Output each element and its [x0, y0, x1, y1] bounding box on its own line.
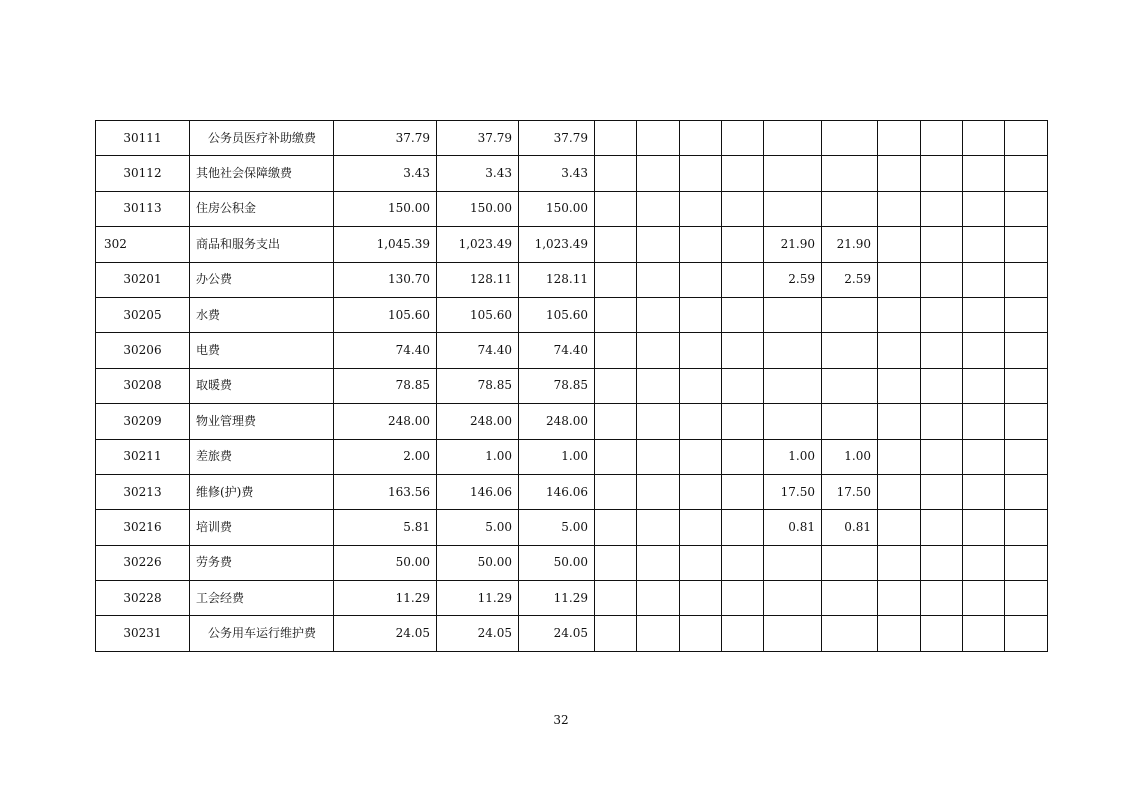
subject-code-cell: 30208	[96, 368, 190, 403]
amount-cell-total: 24.05	[334, 616, 437, 651]
amount-cell-c9	[822, 156, 878, 191]
table-row	[96, 156, 1048, 191]
amount-cell-c10	[878, 262, 921, 297]
amount-cell-c5	[637, 474, 680, 509]
amount-cell-c10	[878, 121, 921, 156]
amount-cell-c7	[722, 439, 764, 474]
subject-code-cell: 30113	[96, 191, 190, 226]
amount-cell-c9: 2.59	[822, 262, 878, 297]
amount-cell-c4	[595, 581, 637, 616]
amount-cell-c2: 146.06	[437, 474, 519, 509]
amount-cell-c4	[595, 333, 637, 368]
amount-cell-c3: 1,023.49	[519, 227, 595, 262]
amount-cell-c9	[822, 333, 878, 368]
table-row	[96, 297, 1048, 332]
amount-cell-c2: 150.00	[437, 191, 519, 226]
amount-cell-c4	[595, 297, 637, 332]
amount-cell-c10	[878, 404, 921, 439]
amount-cell-c12	[963, 616, 1005, 651]
amount-cell-c4	[595, 510, 637, 545]
amount-cell-c10	[878, 227, 921, 262]
amount-cell-c10	[878, 368, 921, 403]
amount-cell-c9	[822, 404, 878, 439]
subject-code-cell: 302	[96, 227, 190, 262]
amount-cell-c2: 1.00	[437, 439, 519, 474]
amount-cell-c2: 78.85	[437, 368, 519, 403]
amount-cell-c13	[1005, 616, 1048, 651]
subject-name-cell: 其他社会保障缴费	[190, 156, 334, 191]
amount-cell-c10	[878, 510, 921, 545]
table-row	[96, 439, 1048, 474]
amount-cell-c10	[878, 581, 921, 616]
amount-cell-c11	[921, 616, 963, 651]
amount-cell-c13	[1005, 191, 1048, 226]
amount-cell-c5	[637, 191, 680, 226]
amount-cell-c3: 105.60	[519, 297, 595, 332]
amount-cell-total: 78.85	[334, 368, 437, 403]
subject-code-cell: 30205	[96, 297, 190, 332]
amount-cell-c9	[822, 616, 878, 651]
amount-cell-c11	[921, 191, 963, 226]
amount-cell-c11	[921, 297, 963, 332]
amount-cell-c12	[963, 404, 1005, 439]
amount-cell-c6	[680, 297, 722, 332]
table-row	[96, 616, 1048, 651]
amount-cell-c10	[878, 333, 921, 368]
amount-cell-c4	[595, 262, 637, 297]
amount-cell-c12	[963, 545, 1005, 580]
amount-cell-c11	[921, 333, 963, 368]
amount-cell-c12	[963, 581, 1005, 616]
amount-cell-c4	[595, 368, 637, 403]
amount-cell-c9: 17.50	[822, 474, 878, 509]
amount-cell-c5	[637, 121, 680, 156]
amount-cell-c4	[595, 191, 637, 226]
table-row	[96, 510, 1048, 545]
subject-name-cell: 工会经费	[190, 581, 334, 616]
amount-cell-c10	[878, 156, 921, 191]
amount-cell-total: 5.81	[334, 510, 437, 545]
amount-cell-c5	[637, 404, 680, 439]
table-row	[96, 227, 1048, 262]
amount-cell-c5	[637, 439, 680, 474]
amount-cell-c6	[680, 404, 722, 439]
amount-cell-c11	[921, 227, 963, 262]
table-row	[96, 121, 1048, 156]
amount-cell-c7	[722, 121, 764, 156]
subject-name-cell: 水费	[190, 297, 334, 332]
amount-cell-c6	[680, 368, 722, 403]
table-row	[96, 545, 1048, 580]
amount-cell-c3: 78.85	[519, 368, 595, 403]
subject-name-cell: 维修(护)费	[190, 474, 334, 509]
subject-name-cell: 办公费	[190, 262, 334, 297]
amount-cell-c6	[680, 262, 722, 297]
amount-cell-c3: 74.40	[519, 333, 595, 368]
amount-cell-c3: 11.29	[519, 581, 595, 616]
amount-cell-c8	[764, 156, 822, 191]
amount-cell-c10	[878, 616, 921, 651]
amount-cell-total: 1,045.39	[334, 227, 437, 262]
amount-cell-total: 37.79	[334, 121, 437, 156]
amount-cell-c12	[963, 510, 1005, 545]
amount-cell-c5	[637, 581, 680, 616]
amount-cell-c6	[680, 545, 722, 580]
subject-name-cell: 差旅费	[190, 439, 334, 474]
subject-code-cell: 30216	[96, 510, 190, 545]
amount-cell-c12	[963, 368, 1005, 403]
amount-cell-c6	[680, 227, 722, 262]
amount-cell-c9	[822, 581, 878, 616]
subject-code-cell: 30111	[96, 121, 190, 156]
amount-cell-c11	[921, 545, 963, 580]
amount-cell-c5	[637, 227, 680, 262]
amount-cell-total: 3.43	[334, 156, 437, 191]
table-row	[96, 262, 1048, 297]
amount-cell-c11	[921, 439, 963, 474]
amount-cell-c13	[1005, 297, 1048, 332]
table-row	[96, 581, 1048, 616]
table-row	[96, 191, 1048, 226]
amount-cell-c5	[637, 545, 680, 580]
amount-cell-c11	[921, 474, 963, 509]
amount-cell-c4	[595, 227, 637, 262]
amount-cell-c8: 0.81	[764, 510, 822, 545]
amount-cell-c13	[1005, 474, 1048, 509]
amount-cell-c7	[722, 191, 764, 226]
subject-name-cell: 物业管理费	[190, 404, 334, 439]
amount-cell-c2: 50.00	[437, 545, 519, 580]
amount-cell-c10	[878, 191, 921, 226]
subject-code-cell: 30112	[96, 156, 190, 191]
amount-cell-c2: 5.00	[437, 510, 519, 545]
amount-cell-c9: 21.90	[822, 227, 878, 262]
amount-cell-c12	[963, 333, 1005, 368]
amount-cell-c6	[680, 616, 722, 651]
subject-code-cell: 30231	[96, 616, 190, 651]
amount-cell-c4	[595, 545, 637, 580]
amount-cell-c2: 105.60	[437, 297, 519, 332]
amount-cell-c5	[637, 333, 680, 368]
amount-cell-c12	[963, 439, 1005, 474]
amount-cell-total: 2.00	[334, 439, 437, 474]
amount-cell-c7	[722, 156, 764, 191]
amount-cell-c8	[764, 297, 822, 332]
amount-cell-c2: 128.11	[437, 262, 519, 297]
table-body	[96, 121, 1048, 652]
amount-cell-c6	[680, 333, 722, 368]
page-number: 32	[553, 713, 569, 727]
amount-cell-c3: 248.00	[519, 404, 595, 439]
amount-cell-c2: 74.40	[437, 333, 519, 368]
amount-cell-c7	[722, 297, 764, 332]
amount-cell-c3: 5.00	[519, 510, 595, 545]
amount-cell-c10	[878, 474, 921, 509]
amount-cell-c11	[921, 581, 963, 616]
amount-cell-c12	[963, 474, 1005, 509]
amount-cell-c7	[722, 581, 764, 616]
amount-cell-total: 163.56	[334, 474, 437, 509]
amount-cell-c11	[921, 156, 963, 191]
amount-cell-c5	[637, 368, 680, 403]
amount-cell-c8	[764, 368, 822, 403]
amount-cell-c11	[921, 404, 963, 439]
amount-cell-c12	[963, 262, 1005, 297]
subject-code-cell: 30209	[96, 404, 190, 439]
amount-cell-c7	[722, 616, 764, 651]
amount-cell-c2: 248.00	[437, 404, 519, 439]
amount-cell-c12	[963, 156, 1005, 191]
amount-cell-c13	[1005, 121, 1048, 156]
amount-cell-c11	[921, 368, 963, 403]
amount-cell-c8: 17.50	[764, 474, 822, 509]
amount-cell-c3: 1.00	[519, 439, 595, 474]
amount-cell-c13	[1005, 262, 1048, 297]
amount-cell-c7	[722, 545, 764, 580]
amount-cell-c4	[595, 439, 637, 474]
subject-name-cell: 公务用车运行维护费	[190, 616, 334, 651]
table-row	[96, 368, 1048, 403]
amount-cell-c2: 1,023.49	[437, 227, 519, 262]
amount-cell-total: 150.00	[334, 191, 437, 226]
amount-cell-c5	[637, 262, 680, 297]
amount-cell-total: 248.00	[334, 404, 437, 439]
amount-cell-c13	[1005, 227, 1048, 262]
budget-expenditure-table	[95, 120, 1048, 652]
amount-cell-c9	[822, 191, 878, 226]
amount-cell-c12	[963, 297, 1005, 332]
subject-code-cell: 30228	[96, 581, 190, 616]
amount-cell-c4	[595, 616, 637, 651]
amount-cell-c13	[1005, 156, 1048, 191]
subject-name-cell: 公务员医疗补助缴费	[190, 121, 334, 156]
amount-cell-c4	[595, 474, 637, 509]
amount-cell-c12	[963, 191, 1005, 226]
amount-cell-c6	[680, 121, 722, 156]
amount-cell-total: 50.00	[334, 545, 437, 580]
amount-cell-c8	[764, 404, 822, 439]
amount-cell-c8: 2.59	[764, 262, 822, 297]
amount-cell-c7	[722, 404, 764, 439]
amount-cell-c7	[722, 262, 764, 297]
amount-cell-c12	[963, 121, 1005, 156]
amount-cell-total: 130.70	[334, 262, 437, 297]
amount-cell-c4	[595, 121, 637, 156]
amount-cell-c13	[1005, 333, 1048, 368]
amount-cell-c13	[1005, 545, 1048, 580]
amount-cell-total: 74.40	[334, 333, 437, 368]
amount-cell-c2: 37.79	[437, 121, 519, 156]
amount-cell-c13	[1005, 404, 1048, 439]
amount-cell-total: 11.29	[334, 581, 437, 616]
amount-cell-c7	[722, 227, 764, 262]
subject-code-cell: 30213	[96, 474, 190, 509]
subject-name-cell: 取暖费	[190, 368, 334, 403]
amount-cell-c13	[1005, 368, 1048, 403]
table-row	[96, 474, 1048, 509]
amount-cell-c7	[722, 510, 764, 545]
amount-cell-c2: 24.05	[437, 616, 519, 651]
amount-cell-c10	[878, 439, 921, 474]
amount-cell-c8	[764, 545, 822, 580]
amount-cell-c4	[595, 156, 637, 191]
subject-name-cell: 劳务费	[190, 545, 334, 580]
amount-cell-c7	[722, 368, 764, 403]
amount-cell-c8	[764, 581, 822, 616]
amount-cell-c8	[764, 121, 822, 156]
amount-cell-c6	[680, 510, 722, 545]
amount-cell-c3: 37.79	[519, 121, 595, 156]
amount-cell-c8: 1.00	[764, 439, 822, 474]
amount-cell-c7	[722, 474, 764, 509]
amount-cell-c9	[822, 368, 878, 403]
amount-cell-c5	[637, 156, 680, 191]
amount-cell-c9	[822, 545, 878, 580]
amount-cell-c6	[680, 439, 722, 474]
amount-cell-c6	[680, 156, 722, 191]
amount-cell-c5	[637, 297, 680, 332]
amount-cell-c7	[722, 333, 764, 368]
amount-cell-c2: 3.43	[437, 156, 519, 191]
amount-cell-c12	[963, 227, 1005, 262]
amount-cell-c6	[680, 191, 722, 226]
amount-cell-c3: 150.00	[519, 191, 595, 226]
subject-name-cell: 电费	[190, 333, 334, 368]
amount-cell-c9	[822, 121, 878, 156]
subject-name-cell: 住房公积金	[190, 191, 334, 226]
amount-cell-c3: 50.00	[519, 545, 595, 580]
amount-cell-c11	[921, 510, 963, 545]
amount-cell-c6	[680, 581, 722, 616]
amount-cell-c8: 21.90	[764, 227, 822, 262]
amount-cell-c3: 146.06	[519, 474, 595, 509]
amount-cell-c5	[637, 510, 680, 545]
amount-cell-c9: 0.81	[822, 510, 878, 545]
amount-cell-c6	[680, 474, 722, 509]
amount-cell-c10	[878, 545, 921, 580]
amount-cell-c3: 3.43	[519, 156, 595, 191]
amount-cell-c13	[1005, 439, 1048, 474]
table-row	[96, 404, 1048, 439]
subject-code-cell: 30201	[96, 262, 190, 297]
amount-cell-c3: 24.05	[519, 616, 595, 651]
amount-cell-c10	[878, 297, 921, 332]
table-row	[96, 333, 1048, 368]
amount-cell-c2: 11.29	[437, 581, 519, 616]
amount-cell-c13	[1005, 510, 1048, 545]
amount-cell-total: 105.60	[334, 297, 437, 332]
amount-cell-c8	[764, 191, 822, 226]
amount-cell-c8	[764, 333, 822, 368]
subject-name-cell: 培训费	[190, 510, 334, 545]
subject-code-cell: 30206	[96, 333, 190, 368]
amount-cell-c13	[1005, 581, 1048, 616]
amount-cell-c8	[764, 616, 822, 651]
amount-cell-c3: 128.11	[519, 262, 595, 297]
amount-cell-c11	[921, 262, 963, 297]
subject-code-cell: 30226	[96, 545, 190, 580]
amount-cell-c5	[637, 616, 680, 651]
amount-cell-c4	[595, 404, 637, 439]
amount-cell-c9: 1.00	[822, 439, 878, 474]
amount-cell-c9	[822, 297, 878, 332]
subject-code-cell: 30211	[96, 439, 190, 474]
subject-name-cell: 商品和服务支出	[190, 227, 334, 262]
amount-cell-c11	[921, 121, 963, 156]
